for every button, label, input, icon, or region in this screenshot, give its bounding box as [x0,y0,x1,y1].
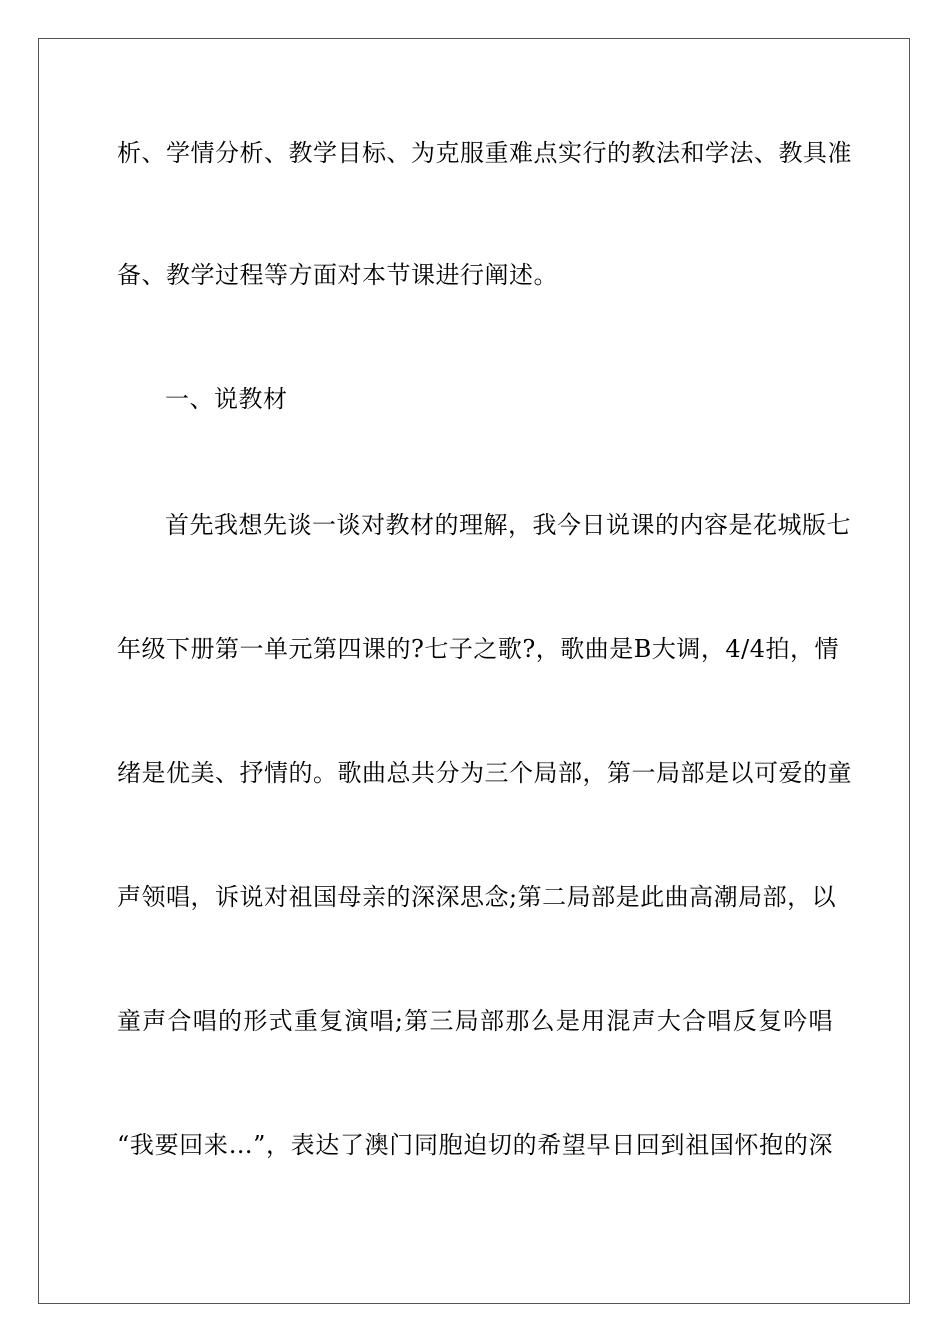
paragraph-line-2: 备、教学过程等方面对本节课进行阐述。 [117,261,558,289]
paragraph-line-3: 首先我想先谈一谈对教材的理解，我今日说课的内容是花城版七 [165,511,851,539]
paragraph-line-5: 绪是优美、抒情的。歌曲总共分为三个局部，第一局部是以可爱的童 [117,759,852,787]
paragraph-line-1: 析、学情分析、教学目标、为克服重难点实行的教法和学法、教具准 [117,139,852,167]
page-frame [38,38,910,1304]
paragraph-line-7: 童声合唱的形式重复演唱;第三局部那么是用混声大合唱反复吟唱 [117,1007,833,1035]
paragraph-line-4: 年级下册第一单元第四课的?七子之歌?，歌曲是B大调，4/4拍，情 [117,635,839,663]
paragraph-line-6: 声领唱，诉说对祖国母亲的深深思念;第二局部是此曲高潮局部，以 [117,883,837,911]
section-heading: 一、说教材 [165,385,288,413]
paragraph-line-8: “我要回来…”，表达了澳门同胞迫切的希望早日回到祖国怀抱的深 [117,1131,833,1159]
